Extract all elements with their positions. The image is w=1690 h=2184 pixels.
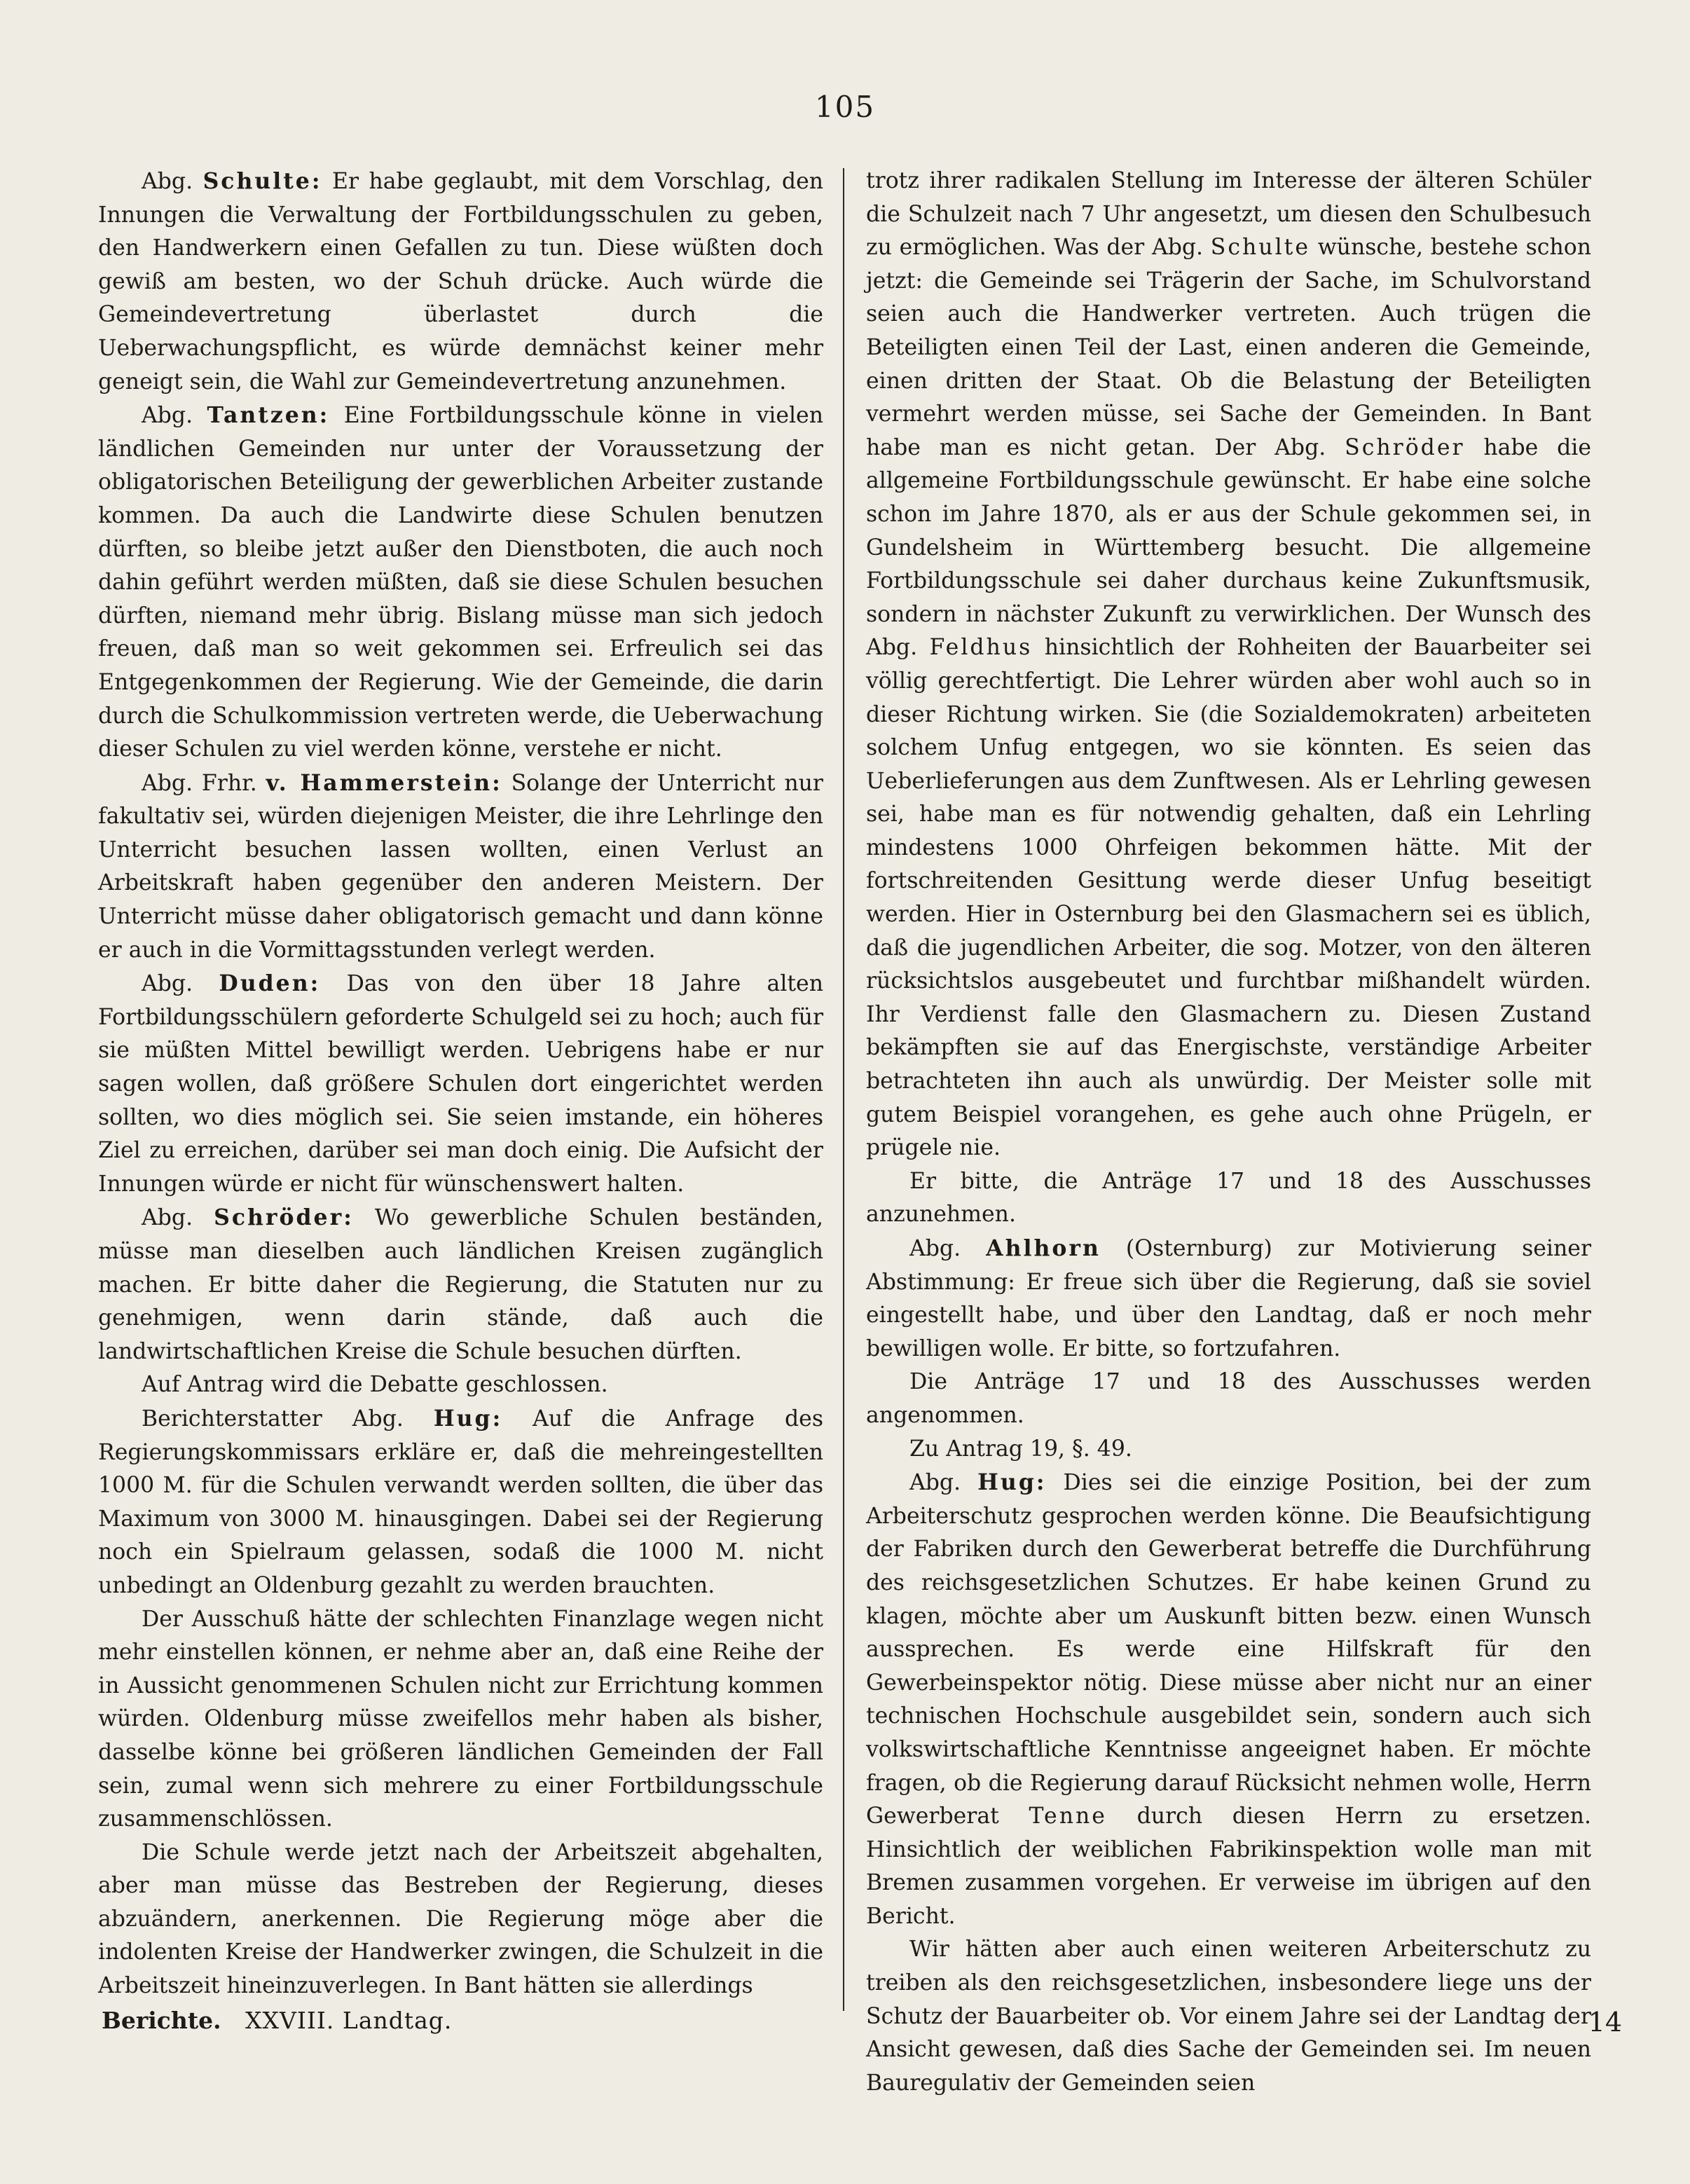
speaker-name: Hug: (433, 1405, 503, 1431)
paragraph-arbeiterschutz: Wir hätten aber auch einen weiteren Arbeiterschutz zu treiben als den reichsgesetzlichen, insbesondere liege uns der Schutz der Bauarbeiter ob. Vor einem Jahre sei der Landtag der Ansicht gewesen, daß dies Sache der Gemeinden sei. Im neuen Bauregulativ der Gemeinden seien (866, 1937, 1591, 2096)
speaker-prefix: Abg. (142, 169, 203, 194)
footer-landtag: XXVIII. Landtag. (245, 2007, 453, 2034)
speaker-name: v. Hammerstein: (266, 769, 502, 796)
right-column (866, 165, 1591, 2100)
speaker-prefix: Abg. Frhr. (142, 770, 266, 796)
speaker-name: Duden: (219, 970, 321, 997)
paragraph-text: Wo gewerbliche Schulen beständen, müsse man dieselben auch ländlichen Kreisen zugänglich machen. Er bitte daher die Regierung, die Statuten nur zu genehmigen, wenn darin stände, daß auch die landwirtschaftlichen Kreise die Schule besuchen dürften. (98, 1205, 823, 1364)
footer-sheet-number: 14 (1588, 2007, 1622, 2038)
paragraph-text: trotz ihrer radikalen Stellung im Interesse der älteren Schüler die Schulzeit nach 7 Uhr angesetzt, um diesen den Schulbesuch zu ermöglichen. Was der Abg. (866, 168, 1591, 261)
paragraph-text: wünsche, bestehe schon jetzt: die Gemeinde sei Trägerin der Sache, im Schulvorstand seien auch die Handwerker vertreten. Auch trügen die Beteiligten einen Teil der Last, einen anderen die Gemeinde, einen dritten der Staat. Ob die Belastung der Beteiligten vermehrt werden müsse, sei Sache der Gemeinden. In Bant habe man es nicht getan. Der Abg. (866, 235, 1591, 460)
speaker-prefix: Abg. (142, 1205, 214, 1231)
page-footer (102, 2007, 1622, 2043)
column-divider (843, 168, 844, 2011)
speaker-name: Schulte (1210, 235, 1310, 261)
paragraph-text: durch diesen Herrn zu ersetzen. Hinsichtlich der weiblichen Fabrikinspektion wolle man mit Bremen zusammen vorgehen. Er verweise im übrigen auf den Bericht. (866, 1804, 1591, 1929)
paragraph-ausschuss: Der Ausschuß hätte der schlechten Finanzlage wegen nicht mehr einstellen können, er nehme aber an, daß eine Reihe der in Aussicht genommenen Schulen nicht zur Errichtung kommen würden. Oldenburg müsse zweifellos mehr haben als bisher, dasselbe könne bei größeren ländlichen Gemeinden der Fall sein, zumal wenn sich mehrere zu einer Fortbildungsschule zusammenschlössen. (98, 1606, 823, 1832)
speaker-name: Tenne (1029, 1804, 1107, 1829)
speaker-name: Tantzen: (207, 402, 330, 429)
speaker-prefix: Abg. (909, 1236, 987, 1261)
speaker-prefix: Abg. (142, 971, 219, 997)
paragraph-antraege-request: Er bitte, die Anträge 17 und 18 des Ausschusses anzunehmen. (866, 1168, 1591, 1228)
paragraph-text: Dies sei die einzige Position, bei der zum Arbeiterschutz gesprochen werden könne. Die Beaufsichtigung der Fabriken durch den Gewerberat betreffe die Durchführung des reichsgesetzlichen Schutzes. Er habe keinen Grund zu klagen, möchte aber um Auskunft bitten bezw. einen Wunsch aussprechen. Es werde eine Hilfskraft für den Gewerbeinspektor nötig. Diese müsse aber nicht nur an einer technischen Hochschule ausgebildet sein, sondern auch sich volkswirtschaftliche Kenntnisse angeeignet haben. Er möchte fragen, ob die Regierung darauf Rücksicht nehmen wolle, Herrn Gewerberat (866, 1470, 1591, 1829)
paragraph-ahlhorn (866, 1232, 1591, 1366)
paragraph-text: Auf die Anfrage des Regierungskommissars erkläre er, daß die mehreingestellten 1000 M. für die Schulen verwandt werden sollten, die über das Maximum von 3000 M. hinausgingen. Dabei sei der Regierung noch ein Spielraum gelassen, sodaß die 1000 M. nicht unbedingt an Oldenburg gezahlt zu werden brauchten. (98, 1406, 823, 1598)
speaker-name: Hug: (977, 1469, 1047, 1496)
left-column (98, 165, 823, 2003)
paragraph-hammerstein (98, 767, 823, 968)
paragraph-text: Solange der Unterricht nur fakultativ sei, würden diejenigen Meister, die ihre Lehrlinge den Unterricht besuchen lassen wollten, einen Verlust an Arbeitskraft haben gegenüber den anderen Meistern. Der Unterricht müsse daher obligatorisch gemacht und dann könne er auch in die Vormittagsstunden verlegt werden. (98, 770, 823, 963)
paragraph-schulte (98, 165, 823, 399)
paragraph-duden (98, 967, 823, 1201)
speaker-name: Feldhus (929, 635, 1033, 661)
paragraph-text: hinsichtlich der Rohheiten der Bauarbeiter sei völlig gerechtfertigt. Die Lehrer würden aber wohl auch so in dieser Richtung wirken. Sie (die Sozialdemokraten) arbeiteten solchem Unfug entgegen, wo sie könnten. Es seien das Ueberlieferungen aus dem Zunftwesen. Als er Lehrling gewesen sei, habe man es für notwendig gehalten, daß ein Lehrling mindestens 1000 Ohrfeigen bekommen hätte. Mit der fortschreitenden Gesittung werde dieser Unfug beseitigt werden. Hier in Osternburg bei den Glasmachern sei es üblich, daß die jugendlichen Arbeiter, die sog. Motzer, von den älteren rücksichtslos ausgebeutet und furchtbar mißhandelt würden. Ihr Verdienst falle den Glasmachern zu. Diesen Zustand bekämpften sie auf das Energischste, verständige Arbeiter betrachteten ihn auch als unwürdig. Der Meister solle mit gutem Beispiel vorangehen, es gehe auch ohne Prügeln, er prügele nie. (866, 635, 1592, 1161)
paragraph-hug-report (98, 1402, 823, 1603)
paragraph-continuation (866, 165, 1591, 1165)
paragraph-text: Das von den über 18 Jahre alten Fortbildungsschülern geforderte Schulgeld sei zu hoch; auch für sie müßten Mittel bewilligt werden. Uebrigens habe er nur sagen wollen, daß größere Schulen dort eingerichtet werden sollten, wo dies möglich sei. Sie seien imstande, ein höheres Ziel zu erreichen, darüber sei man doch einig. Die Aufsicht der Innungen würde er nicht für wünschenswert halten. (98, 971, 823, 1197)
speaker-name: Schröder (1345, 434, 1465, 460)
speaker-prefix: Abg. (909, 1470, 978, 1496)
paragraph-schule: Die Schule werde jetzt nach der Arbeitszeit abgehalten, aber man müsse das Bestreben der Regierung, dieses abzuändern, anerkennen. Die Regierung möge aber die indolenten Kreise der Handwerker zwingen, die Schulzeit in die Arbeitszeit hineinzuverlegen. In Bant hätten sie allerdings (98, 1839, 823, 1999)
paragraph-hug (866, 1466, 1591, 1933)
paragraph-antrag-19: Zu Antrag 19, §. 49. (909, 1436, 1132, 1462)
paragraph-tantzen (98, 399, 823, 767)
speaker-name: Schulte: (202, 168, 322, 194)
paragraph-text: Er habe geglaubt, mit dem Vorschlag, den Innungen die Verwaltung der Fortbildungsschulen zu geben, den Handwerkern einen Gefallen zu tun. Diese wüßten doch gewiß am besten, wo der Schuh drücke. Auch würde die Gemeindevertretung überlastet durch die Ueberwachungspflicht, es würde demnächst keiner mehr geneigt sein, die Wahl zur Gemeindevertretung anzunehmen. (98, 169, 823, 394)
paragraph-text: (Osternburg) zur Motivierung seiner Abstimmung: Er freue sich über die Regierung, daß sie soviel eingestellt habe, und über den Landtag, daß er noch mehr bewilligen wolle. Er bitte, so fortzufahren. (866, 1236, 1591, 1361)
paragraph-debate-closed: Auf Antrag wird die Debatte geschlossen. (142, 1372, 608, 1398)
paragraph-schroeder (98, 1201, 823, 1368)
speaker-name: Schröder: (214, 1204, 354, 1231)
speaker-prefix: Abg. (142, 403, 207, 429)
paragraph-text: habe die allgemeine Fortbildungsschule gewünscht. Er habe eine solche schon im Jahre 1870, als er aus der Schule gekommen sei, in Gundelsheim in Württemberg besucht. Die allgemeine Fortbildungsschule sei daher durchaus keine Zukunftsmusik, sondern in nächster Zukunft zu verwirklichen. Der Wunsch des Abg. (866, 434, 1592, 661)
paragraph-antraege-accepted: Die Anträge 17 und 18 des Ausschusses werden angenommen. (866, 1369, 1591, 1428)
speaker-prefix: Berichterstatter Abg. (142, 1406, 434, 1431)
page-number: 105 (814, 90, 876, 124)
speaker-name: Ahlhorn (986, 1235, 1101, 1261)
paragraph-text: Eine Fortbildungsschule könne in vielen ländlichen Gemeinden nur unter der Voraussetzung der obligatorischen Beteiligung der gewerblichen Arbeiter zustande kommen. Da auch die Landwirte diese Schulen benutzen dürften, so bleibe jetzt außer den Dienstboten, die auch noch dahin geführt werden müßten, daß sie diese Schulen besuchen dürften, niemand mehr übrig. Bislang müsse man sich jedoch freuen, daß man so weit gekommen sei. Erfreulich sei das Entgegenkommen der Regierung. Wie der Gemeinde, die darin durch die Schulkommission vertreten werde, die Ueberwachung dieser Schulen zu viel werden könne, verstehe er nicht. (98, 403, 823, 762)
footer-title: Berichte. (102, 2007, 221, 2034)
